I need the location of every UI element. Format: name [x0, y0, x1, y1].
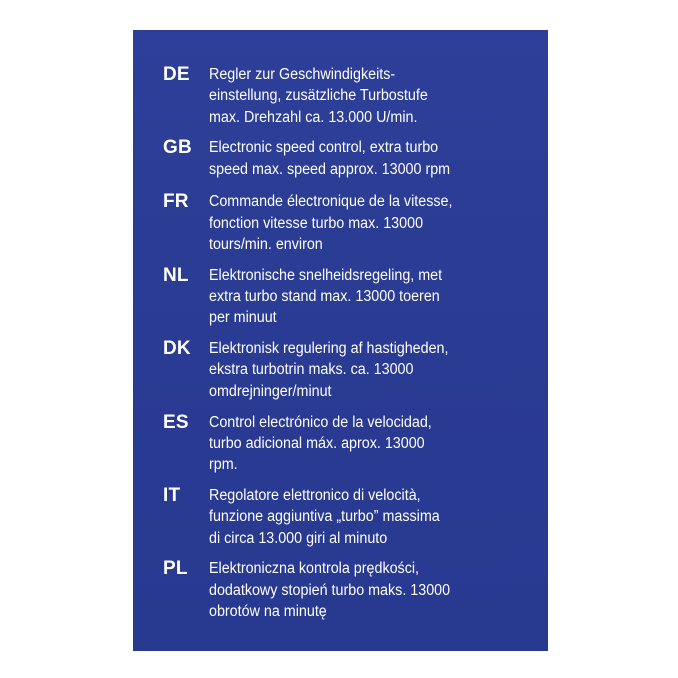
language-code: FR	[163, 191, 189, 213]
text-line: extra turbo stand max. 13000 toeren	[209, 288, 440, 306]
text-line: einstellung, zusätzliche Turbostufe	[209, 87, 428, 105]
text-line: Elektroniczna kontrola prędkości,	[209, 560, 420, 578]
entry-it	[133, 481, 548, 554]
language-code: DE	[163, 64, 190, 85]
text-line: dodatkowy stopień turbo maks. 13000	[209, 581, 451, 599]
text-line: Control electrónico de la velocidad,	[209, 413, 432, 431]
language-code: ES	[163, 411, 189, 433]
language-code: PL	[163, 558, 188, 580]
entry-text	[209, 412, 516, 476]
text-line: rpm.	[209, 456, 238, 474]
entry-dk	[133, 334, 548, 407]
text-line: ekstra turbotrin maks. ca. 13000	[209, 361, 414, 379]
text-line: per minuut	[209, 309, 277, 327]
entry-es	[133, 408, 548, 481]
language-code: DK	[163, 338, 191, 360]
language-code: NL	[163, 264, 189, 286]
label-panel	[133, 30, 548, 651]
entry-gb	[133, 133, 548, 187]
entry-text	[209, 338, 516, 402]
entry-de	[133, 60, 548, 133]
entry-fr	[133, 187, 548, 260]
text-line: Regler zur Geschwindigkeits-	[209, 66, 396, 83]
text-line: di circa 13.000 giri al minuto	[209, 529, 388, 547]
language-list	[133, 60, 548, 628]
text-line: speed max. speed approx. 13000 rpm	[209, 160, 451, 178]
text-line: Commande électronique de la vitesse,	[209, 193, 453, 211]
entry-text	[209, 64, 516, 128]
language-code: IT	[163, 484, 181, 506]
entry-text	[209, 265, 516, 329]
entry-text	[209, 558, 516, 622]
text-line: Regolatore elettronico di velocità,	[209, 486, 421, 504]
text-line: Electronic speed control, extra turbo	[209, 139, 439, 157]
text-line: tours/min. environ	[209, 235, 323, 253]
text-line: turbo adicional máx. aprox. 13000	[209, 434, 425, 452]
entry-text	[209, 191, 516, 255]
text-line: Elektronisk regulering af hastigheden,	[209, 340, 449, 358]
text-line: obrotów na minutę	[209, 602, 327, 620]
text-line: omdrejninger/minut	[209, 382, 332, 400]
text-line: funzione aggiuntiva „turbo” massima	[209, 508, 440, 526]
text-line: fonction vitesse turbo max. 13000	[209, 214, 424, 232]
entry-nl	[133, 261, 548, 334]
entry-pl	[133, 554, 548, 627]
text-line: max. Drehzahl ca. 13.000 U/min.	[209, 108, 418, 126]
language-code: GB	[163, 137, 192, 159]
entry-text	[209, 137, 516, 180]
entry-text	[209, 485, 516, 549]
text-line: Elektronische snelheidsregeling, met	[209, 266, 443, 284]
